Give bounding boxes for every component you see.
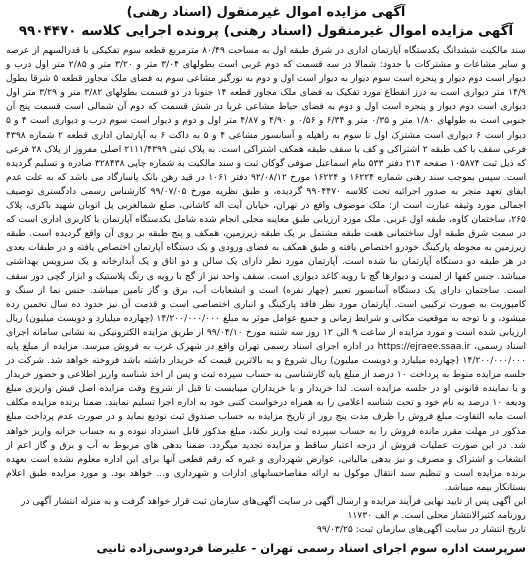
signature-line: سرپرست اداره سوم اجرای اسناد رسمی تهران - علیرضا فردوسی‌زاده ثانیی xyxy=(96,541,526,555)
notice-body: سند مالکیت ششدانگ یکدستگاه آپارتمان اداری در شرق طبقه اول به مساحت ۸۰/۴۹ مترمربع قطعه سوم تفکیکی با قدرالسهم از عرصه و سایر مشاعات و مشترکات با حدود: شمالا در سه قسمت که دوم غربی است بطولهای ۳/۰۴ متر و ۳/۲۰ متر و ۲/۸۵ متر اول درب و دیوار است دوم دیوار و پنجره است سوم دیوار به دیوار است اول و دوم به نورگیر مشاعی سوم به فضای ملک مجاور قطعه ۵ شرقا بطول ۱۴/۹ متر دیواری است به درز انقطاع مورد تفکیک به فضای ملک مجاور قطعه ۱۴ جنوبا در دو قسمت بطولهای ۳/۸۲ متر و ۳/۲۹ متر اول دیواری است دوم دیوار و پنجره است اول و دوم به فضای حیاط مشاعی غربا در شش قسمت که دوم آن شمالی است قسمت پنج آن جنوبی است به طولهای ۱/۸۰ متر و ۰/۳۵ متر و ۶/۳۴ و ۰/۵۶ و ۴/۹۰ و ۴/۸۷ متر اول و دوم و دیوار است سوم درب و دیواری است ۴ و ۵ دیوار است ۶ دیواری است مشترک اول تا سوم به راهپله و آسانسور مشاعی ۴ و ۵ به داکت ۶ به آپارتمان اداری قطعه ۲ شماره ۴۳۹۸ فرعی سقف با کف طبقه ۲ اشتراکی و کف با سقف طبقه همکف اشتراکی است. به پلاک ثبتی ۲۱۱۱/۴۳۹۹ اصلی مفروز از پلاک ۲۸ فرعی که ذیل ثبت ۱۰۵۸۷۴ صفحه ۲۱۴ دفتر ۵۳۳ بنام اسماعیل صوفی گوکان ثبت و سند مالکیت به شماره چاپی ۳۲۸۴۳۸ صادره و تسلیم گردیده است. سپس بموجب سند رهنی شماره ۱۶۲۲۴ و ۱۶۲۲۴ مورخ ۹۲/۰۸/۱۲ دفتر ۱۰۶۱ در قید رهن بانک پاسارگاد می باشد که به علت عدم ایفای تعهد منجر به صدور اجرائیه تحت کلاسه ۹۹۰۴۴۷۰ گردیده، و طبق نظریه مورخ ۹۹/۰۷/۰۵ کارشناس رسمی دادگستری توصیف اجمالی مورد وثیقه عبارت است از: ملک موصوف واقع در تهران، خیابان آیت اله کاشانی، ضلع شمالغربی پل اتوبان شهید باکری، پلاک ۲۶۵، ساختمان کاوه، طبقه اول غربی. ملک مورد ارزیابی طبق معاینه محلی انجام شده شامل یکدستگاه آپارتمان با کاربری اداری است که در سمت شرق طبقه اول ساختمانی هفت طبقه مشتمل بر یک طبقه زیرزمین، همکف و پنج طبقه بر روی آن واقع گردیده است. طبقه زیرزمین به محوطه پارکینگ خودرو اختصاص یافته و طبق همکف به فضای ورودی و یک دستگاه آپارتمان اختصاص یافته و در طبقات بعدی در هر طبقه دو دستگاه آپارتمان بنا شده است. آپارتمان مورد نظر دارای یک سالن و دو اتاق و یک آبدارخانه و یک سرویس بهداشتی میباشد. جنس کفها از لمینت و دیوارها گچ با رویه کاغذ دیواری است. سقف واحد نیز از گچ با رویه ی رنگ پلاستیک و ابزار گچی دور سقف است. ساختمان دارای یک دستگاه آسانسور تعبیر (چهار نفره) است و انشعابات آب، برق و گاز تامین میباشد. جنس نما از سنگ و کامپوزیت به صورت ترکیبی است. آپارتمان مورد نظر فاقد پارکینگ و انباری اختصاصی است و قدمت آن نیز حدود ده سال تخمین زده میشود، و با توجه به موقعیت مکانی و شرایط زمانی و جمیع عوامل موثر به مبلغ ۱۴/۲۰۰/۰۰۰/۰۰۰ (چهارده میلیارد و دویست میلیون) ریال ارزیابی شده است و مورد مزایده از ساعت ۹ الی ۱۲ روز سه شنبه مورخ ۹۹/۰۴/۱۰ از طریق مزایده الکترونیکی به نشانی سامانه اجرای اسناد رسمی، https://ejraee.ssaa.ir در اداره اجرای اسناد رسمی تهران واقع در شهرک غرب به فروش میرسد. مزایده از مبلغ پایه ۱۴/۲۰۰/۰۰۰/۰۰۰ (چهارده میلیارد و دویست میلیون) ریال شروع و به بالاترین قیمت که خریدار داشته باشد فروخته خواهد شد. شرکت در جلسه مزایده منوط به پرداخت ۱۰ درصد از مبلغ پایه کارشناسی به حساب سپرده ثبت و پس از اخذ شناسه واریز اطلاعی و حضور خریدار و یا نماینده قانونی او در جلسه مزایده است. لذا خریدار و یا خریداران میبایست تا قبل از شروع وقت مزایده اصل فیش واریزی مبلغ ودیعه ۱۰ درصد به نام خود و تحت شناسه اعلامی را به همراه درخواست کتبی خود به اداره اجرا تسلیم نمایند. ضمنا برنده مزایده مکلف است مابه التفاوت مبلغ فروش را ظرف مدت پنج روز از تاریخ مزایده به حساب صندوق ثبت تودیع نماید و در صورت عدم پرداخت مبلغ مذکور در مهلت مقرر مانده فروش را به حساب سپرده ثبت واریز نکند، مبلغ مذکور قابل استرداد نبوده و به حساب خزانه واریز خواهد شد. در این صورت عملیات فروش از درجه اعتبار ساقط و مزایده تجدید میگردد. ضمنا بدهی های مربوط به آب و برق و گاز اعم از انشعاب و اشتراک و مصرف و نیز بدهی مالیاتی، عوارض شهرداری و غیره که رقم قطعی آنها برای این اداره معلوم نشده است بعهده برنده مزایده است و تنظیم سند انتقال موکول به ارائه مفاصاحسابهای ادارات و شهرداری و... خواهد بود. و مورد مزایده طبق اعلام بستانکار بیمه میباشد. xyxy=(6,45,527,493)
publication-date: تاریخ انتشار در سایت آگهی‌های سازمان ثبت: ۹۹/۰۳/۲۵ xyxy=(317,524,526,535)
auction-notice xyxy=(6,4,526,572)
notice-subtitle: آگهی مزایده اموال غیرمنقول (اسناد رهنی) پرونده اجرایی کلاسه ۹۹۰۴۴۷۰ xyxy=(18,23,514,39)
notice-title: آگهی مزایده اموال غیرمنقول (اسناد رهنی) xyxy=(126,5,406,20)
publication-note: این آگهی پس از تایید نهایی فرآیند مزایده و ارسال آگهی در سایت آگهی‌های سازمان ثبت قرار خواهد گرفت و به منزله انتشار آگهی در روزنامه کثیرالانتشار محلی است. م الف ۱۱۷۳۰ xyxy=(21,496,526,521)
